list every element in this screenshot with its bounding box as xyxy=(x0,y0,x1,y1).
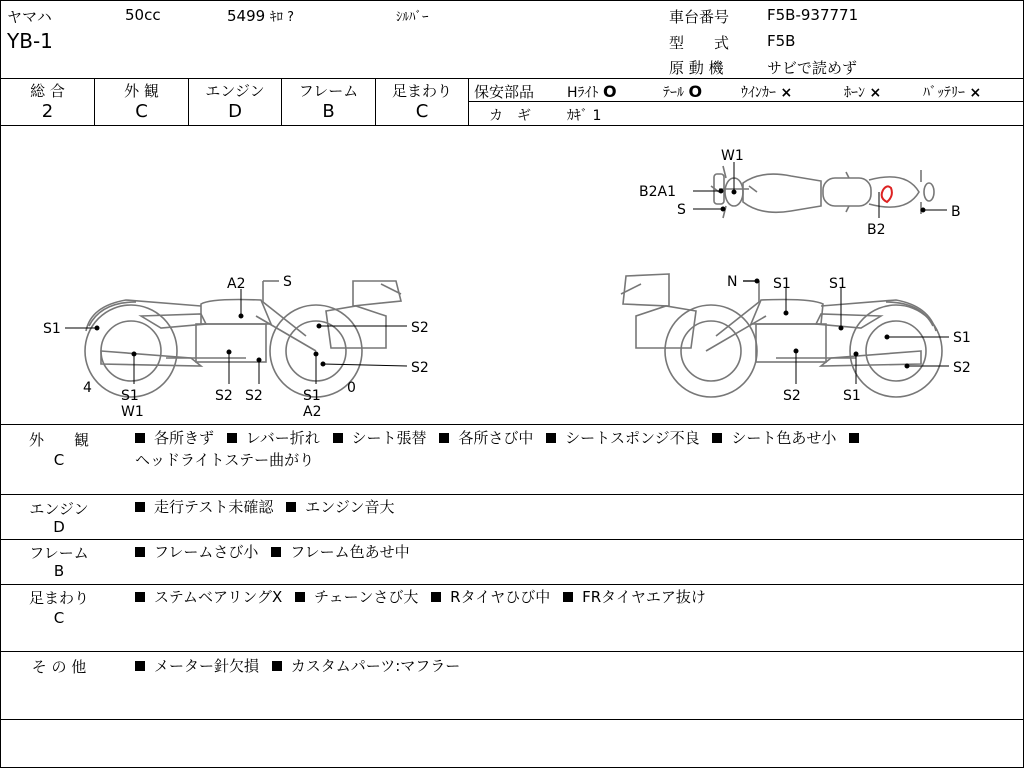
safety-battery: ﾊﾞｯﾃﾘｰ × xyxy=(923,85,982,101)
grade-value-suspension: C xyxy=(415,101,429,122)
label-top-w1: W1 xyxy=(721,148,744,164)
label-left-a2: A2 xyxy=(227,276,246,292)
safety-horn: ﾎｰﾝ × xyxy=(844,85,882,101)
grade-value-frame: B xyxy=(322,101,335,122)
model-name: YB-1 xyxy=(7,29,53,53)
label-right-s1-b: S1 xyxy=(829,276,847,292)
label-top-s: S xyxy=(677,202,686,218)
section-grade-engine: D xyxy=(53,518,65,536)
right-view-bike-icon xyxy=(621,274,942,397)
section-items-frame: フレームさび小 フレーム色あせ中 xyxy=(135,541,1015,563)
safety-winker: ｳｲﾝｶｰ × xyxy=(741,85,793,101)
section-items-suspension: ステムベアリングX チェーンさび大 Rタイヤひび中 FRタイヤエア抜け xyxy=(135,586,1015,608)
grade-label-suspension: 足まわり xyxy=(391,82,452,100)
section-title-exterior: 外 観 xyxy=(28,431,89,449)
frame-number: F5B-937771 xyxy=(767,6,859,24)
section-items-exterior: 各所きず レバー折れ シート張替 各所さび中 シートスポンジ不良 シート色あせ小 ヘッドライトステー曲がり xyxy=(135,427,1015,471)
label-left-s2-b: S2 xyxy=(245,388,263,404)
label-left-s2-a: S2 xyxy=(215,388,233,404)
damage-mark-icon xyxy=(882,186,892,202)
label-right-n: N xyxy=(727,274,738,290)
label-top-b: B xyxy=(951,204,961,220)
safety-tail: ﾃｰﾙ O xyxy=(663,82,703,101)
label-left-s-top: S xyxy=(283,274,292,290)
grade-label-engine: エンジン xyxy=(205,82,265,100)
color: ｼﾙﾊﾞｰ xyxy=(396,10,429,25)
maker: ヤマハ xyxy=(7,8,52,26)
section-title-frame: フレーム xyxy=(29,544,89,562)
key-label: カ ギ xyxy=(489,108,531,124)
grade-value-engine: D xyxy=(228,101,242,122)
type-value: F5B xyxy=(767,32,796,50)
label-right-s1-c: S1 xyxy=(953,330,971,346)
label-top-b2: B2 xyxy=(867,222,886,238)
displacement: 50cc xyxy=(125,6,161,24)
section-grade-suspension: C xyxy=(53,609,65,627)
section-grade-exterior: C xyxy=(53,451,65,469)
grade-label-exterior: 外 観 xyxy=(124,82,159,100)
frame-number-label: 車台番号 xyxy=(669,8,730,26)
section-items-other: メーター針欠損 カスタムパーツ:マフラー xyxy=(135,655,1015,677)
label-right-s2-right: S2 xyxy=(953,360,971,376)
label-left-w1: W1 xyxy=(121,404,144,420)
key-value: ｶｷﾞ 1 xyxy=(567,108,602,124)
mileage: 5499 ｷﾛ ? xyxy=(227,7,295,25)
engine-value: サビで読めず xyxy=(767,59,858,77)
safety-label: 保安部品 xyxy=(474,83,535,101)
grade-label-frame: フレーム xyxy=(298,82,359,100)
grade-value-exterior: C xyxy=(135,101,148,122)
top-view-bike-icon xyxy=(711,166,934,218)
label-left-s2-right2: S2 xyxy=(411,360,429,376)
label-left-s1-front: S1 xyxy=(43,321,61,337)
label-right-s1-a: S1 xyxy=(773,276,791,292)
section-grade-frame: B xyxy=(53,562,65,580)
label-left-s1-mid: S1 xyxy=(303,388,321,404)
label-left-0: 0 xyxy=(347,380,356,396)
section-items-engine: 走行テスト未確認 エンジン音大 xyxy=(135,496,1015,518)
label-right-s1-bottom: S1 xyxy=(843,388,861,404)
section-title-other: そ の 他 xyxy=(31,658,87,676)
engine-label: 原 動 機 xyxy=(669,59,724,77)
label-left-a2-bottom: A2 xyxy=(303,404,322,420)
label-left-s2-right1: S2 xyxy=(411,320,429,336)
safety-headlight: Hﾗｲﾄ O xyxy=(567,82,617,101)
section-title-engine: エンジン xyxy=(29,500,89,518)
label-top-b2a1: B2A1 xyxy=(639,184,676,200)
type-label: 型 式 xyxy=(669,34,730,52)
damage-diagram xyxy=(1,126,1023,424)
label-right-s2-bottom: S2 xyxy=(783,388,801,404)
label-left-4: 4 xyxy=(83,380,92,396)
grade-value-overall: 2 xyxy=(41,101,54,122)
label-left-s1-bottom: S1 xyxy=(121,388,139,404)
grade-label-overall: 総 合 xyxy=(30,82,65,100)
section-title-suspension: 足まわり xyxy=(28,589,89,607)
